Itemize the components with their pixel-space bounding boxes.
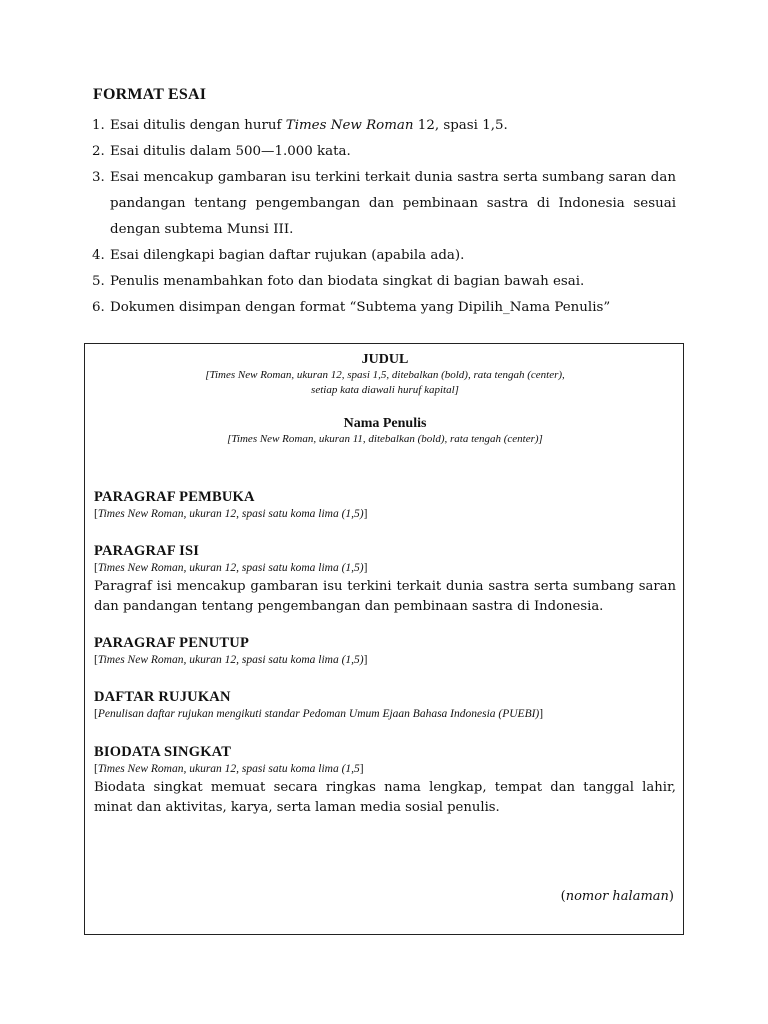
section-heading: PARAGRAF ISI [94, 543, 200, 559]
rule-text: Dokumen disimpan dengan format “Subtema yang Dipilih_Nama Penulis” [110, 300, 611, 315]
section-daftar-rujukan [94, 689, 676, 723]
section-body: Paragraf isi mencakup gambaran isu terkini terkait dunia sastra serta sumbang saran dan pandangan tentang pengembangan dan pembinaan sastra di Indonesia. [94, 579, 676, 614]
section-note-text: Times New Roman, ukuran 12, spasi satu koma lima (1,5) [97, 562, 364, 574]
rule-text: Esai mencakup gambaran isu terkini terkait dunia sastra serta sumbang saran dan pandangan tentang pengembangan dan pembinaan sastra di Indonesia sesuai dengan subtema Munsi III. [110, 170, 676, 237]
section-heading: BIODATA SINGKAT [94, 744, 232, 760]
rule-number: 1. [92, 118, 105, 133]
rule-number: 5. [92, 274, 105, 289]
section-body: Biodata singkat memuat secara ringkas nama lengkap, tempat dan tanggal lahir, minat dan aktivitas, karya, serta laman media sosial penulis. [94, 780, 676, 815]
page-number-text: nomor halaman [565, 889, 669, 904]
section-note-text: Times New Roman, ukuran 12, spasi satu koma lima (1,5 [97, 763, 360, 775]
section-note-text: Times New Roman, ukuran 12, spasi satu koma lima (1,5) [97, 508, 364, 520]
section-paragraf-isi [94, 543, 676, 617]
section-note: [Times New Roman, ukuran 12, spasi satu koma lima (1,5)] [94, 562, 368, 574]
section-note-text: Penulisan daftar rujukan mengikuti standar Pedoman Umum Ejaan Bahasa Indonesia (PUEBI) [97, 708, 540, 720]
rule-text: Esai ditulis dalam 500—1.000 kata. [110, 144, 351, 159]
judul-note-line-2: setiap kata diawali huruf kapital] [311, 384, 459, 396]
section-note: [Penulisan daftar rujukan mengikuti standar Pedoman Umum Ejaan Bahasa Indonesia (PUEBI)] [94, 708, 544, 720]
format-title: FORMAT ESAI [93, 86, 207, 103]
page-number-placeholder: (nomor halaman) [560, 889, 674, 904]
rule-number: 3. [92, 170, 105, 185]
section-note: [Times New Roman, ukuran 12, spasi satu koma lima (1,5)] [94, 654, 368, 666]
rule-number: 2. [92, 144, 105, 159]
section-biodata-singkat [94, 744, 676, 818]
rule-item-3 [92, 165, 676, 243]
rule-number: 4. [92, 248, 105, 263]
rule-text: Esai dilengkapi bagian daftar rujukan (apabila ada). [110, 248, 465, 263]
rule-text: Penulis menambahkan foto dan biodata singkat di bagian bawah esai. [110, 274, 585, 289]
penulis-heading: Nama Penulis [343, 416, 427, 431]
rule-text-part: Esai ditulis dengan huruf [110, 118, 286, 133]
font-name: Times New Roman [285, 118, 414, 133]
rule-text [110, 113, 676, 139]
section-heading: DAFTAR RUJUKAN [94, 689, 231, 705]
section-heading: PARAGRAF PEMBUKA [94, 489, 255, 505]
rule-item-6 [92, 295, 676, 321]
judul-block [85, 352, 685, 398]
penulis-block [85, 416, 685, 447]
rule-item-5 [92, 269, 676, 295]
rule-item-2 [92, 139, 676, 165]
section-note: [Times New Roman, ukuran 12, spasi satu koma lima (1,5] [94, 763, 364, 775]
rule-text-part: 12, spasi 1,5. [413, 118, 508, 133]
section-paragraf-pembuka [94, 489, 676, 523]
format-rules-list [92, 113, 676, 321]
judul-heading: JUDUL [361, 352, 409, 367]
section-note-text: Times New Roman, ukuran 12, spasi satu koma lima (1,5) [97, 654, 364, 666]
rule-item-4 [92, 243, 676, 269]
penulis-note: [Times New Roman, ukuran 11, ditebalkan (bold), rata tengah (center)] [227, 433, 543, 445]
rule-item-1 [92, 113, 676, 139]
essay-template-frame [84, 343, 684, 935]
section-paragraf-penutup [94, 635, 676, 669]
section-heading: PARAGRAF PENUTUP [94, 635, 250, 651]
judul-note-line-1: [Times New Roman, ukuran 12, spasi 1,5, ditebalkan (bold), rata tengah (center), [205, 369, 565, 381]
rule-number: 6. [92, 300, 105, 315]
section-note: [Times New Roman, ukuran 12, spasi satu koma lima (1,5)] [94, 508, 368, 520]
